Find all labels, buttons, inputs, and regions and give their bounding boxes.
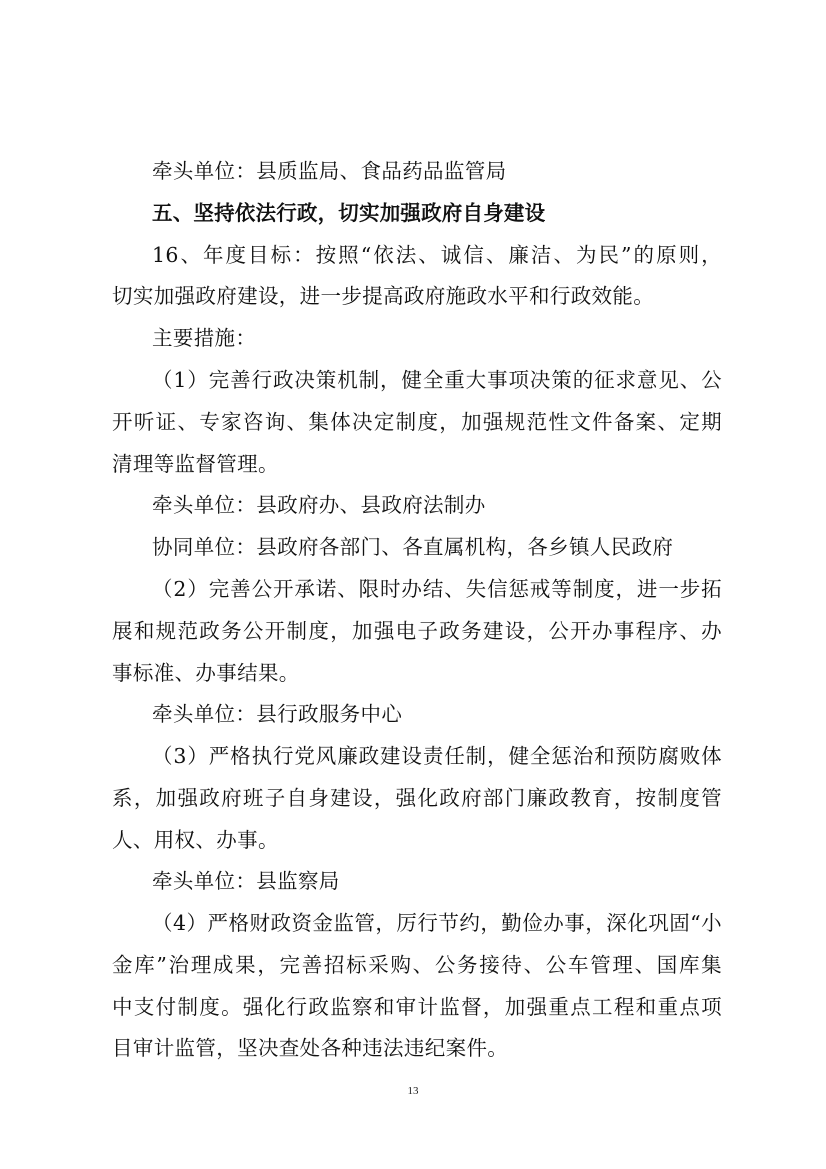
lead-unit-line: 牵头单位：县行政服务中心: [152, 702, 403, 726]
measure-3-line: （3）严格执行党风廉政建设责任制，健全惩治和预防腐败体: [152, 744, 722, 768]
measure-2-line-end: 事标准、办事结果。: [112, 661, 300, 685]
measure-1-line: （1）完善行政决策机制，健全重大事项决策的征求意见、公: [152, 368, 722, 392]
measure-3-line-end: 人、用权、办事。: [112, 828, 279, 852]
lead-unit-line: 牵头单位：县政府办、县政府法制办: [152, 493, 486, 517]
lead-unit-line: 牵头单位：县质监局、食品药品监管局: [152, 159, 507, 183]
section-heading: 五、坚持依法行政，切实加强政府自身建设: [152, 201, 546, 225]
measure-2-line: （2）完善公开承诺、限时办结、失信惩戒等制度，进一步拓: [152, 577, 722, 601]
measure-3-line-cont: 系，加强政府班子自身建设，强化政府部门廉政教育，按制度管: [112, 786, 722, 810]
measure-4-line: （4）严格财政资金监管，厉行节约，勤俭办事，深化巩固“小: [152, 911, 722, 935]
page-number: 13: [407, 1085, 419, 1097]
main-measures-label: 主要措施：: [152, 326, 257, 350]
lead-unit-line: 牵头单位：县监察局: [152, 869, 340, 893]
measure-4-line-cont-2: 中支付制度。强化行政监察和审计监督，加强重点工程和重点项: [112, 995, 722, 1019]
measure-4-line-end: 目审计监管，坚决查处各种违法违纪案件。: [112, 1036, 509, 1060]
annual-goal-line-cont: 切实加强政府建设，进一步提高政府施政水平和行政效能。: [112, 284, 655, 308]
annual-goal-line: 16、年度目标：按照“依法、诚信、廉洁、为民”的原则，: [152, 243, 722, 267]
measure-1-line-cont: 开听证、专家咨询、集体决定制度，加强规范性文件备案、定期: [112, 410, 722, 434]
measure-2-line-cont: 展和规范政务公开制度，加强电子政务建设，公开办事程序、办: [112, 619, 722, 643]
measure-1-line-end: 清理等监督管理。: [112, 452, 279, 476]
cooperating-unit-line: 协同单位：县政府各部门、各直属机构，各乡镇人民政府: [152, 535, 674, 559]
measure-4-line-cont: 金库”治理成果，完善招标采购、公务接待、公车管理、国库集: [112, 953, 722, 977]
